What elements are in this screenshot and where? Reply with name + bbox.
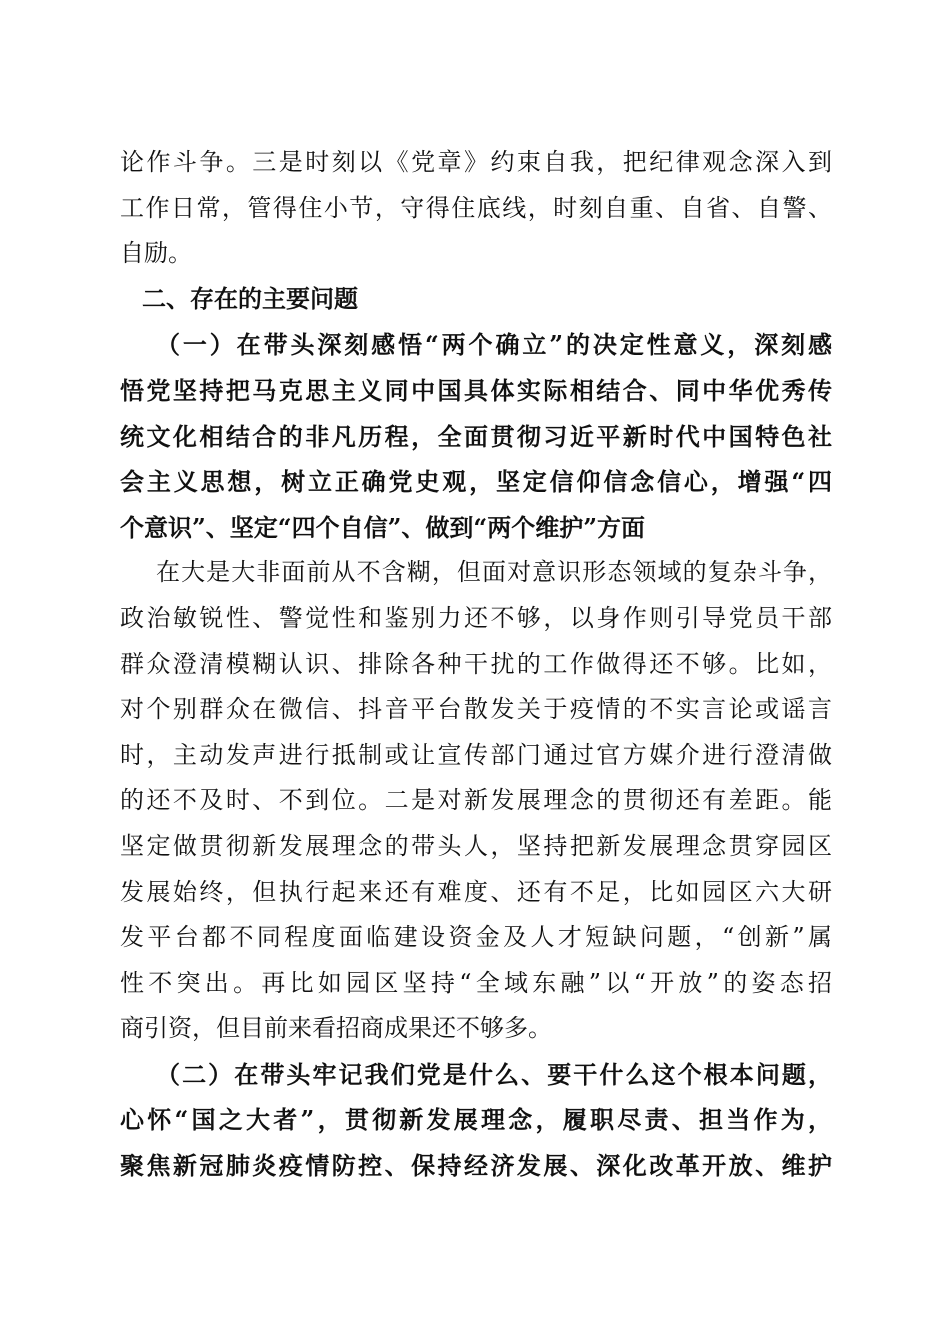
text-line: 个意识”、坚定“四个自信”、做到“两个维护”方面 (120, 512, 646, 542)
text-line: 时，主动发声进行抵制或让宣传部门通过官方媒介进行澄清做 (120, 740, 832, 769)
text-line: 坚定做贯彻新发展理念的带头人，坚持把新发展理念贯穿园区 (120, 831, 832, 860)
text-line: 商引资，但目前来看招商成果还不够多。 (120, 1014, 552, 1043)
text-line: 论作斗争。三是时刻以《党章》约束自我，把纪律观念深入到 (120, 148, 832, 176)
paragraph-continuation (120, 140, 832, 277)
text-line: 的还不及时、不到位。二是对新发展理念的贯彻还有差距。能 (120, 786, 832, 815)
text-line: 发平台都不同程度面临建设资金及人才短缺问题，“创新”属 (120, 923, 832, 952)
text-line: （二）在带头牢记我们党是什么、要干什么这个根本问题， (156, 1059, 832, 1089)
paragraph-body (120, 550, 832, 1052)
text-line: （一）在带头深刻感悟“两个确立”的决定性意义，深刻感 (156, 330, 832, 360)
text-line: 会主义思想，树立正确党史观，坚定信仰信念信心，增强“四 (120, 467, 832, 497)
text-line: 自励。 (120, 239, 192, 268)
section-heading: 二、存在的主要问题 (142, 284, 358, 313)
text-line: 政治敏锐性、警觉性和鉴别力还不够，以身作则引导党员干部 (120, 603, 832, 632)
text-line: 聚焦新冠肺炎疫情防控、保持经济发展、深化改革开放、维护 (120, 1151, 832, 1181)
text-line: 悟党坚持把马克思主义同中国具体实际相结合、同中华优秀传 (120, 375, 832, 405)
text-line: 对个别群众在微信、抖音平台散发关于疫情的不实言论或谣言 (120, 695, 832, 724)
document-page (120, 140, 832, 1189)
text-line: 性不突出。再比如园区坚持“全域东融”以“开放”的姿态招 (120, 968, 832, 997)
text-line: 群众澄清模糊认识、排除各种干扰的工作做得还不够。比如， (120, 649, 832, 678)
text-line: 发展始终，但执行起来还有难度、还有不足，比如园区六大研 (120, 877, 832, 906)
text-line: 心怀“国之大者”，贯彻新发展理念，履职尽责、担当作为， (120, 1105, 832, 1135)
text-line: 统文化相结合的非凡历程，全面贯彻习近平新时代中国特色社 (120, 421, 832, 451)
text-line: 工作日常，管得住小节，守得住底线，时刻自重、自省、自警、 (120, 193, 832, 222)
text-line: 在大是大非面前从不含糊，但面对意识形态领域的复杂斗争， (156, 558, 832, 587)
subsection-heading-2 (120, 1052, 832, 1189)
subsection-heading-1 (120, 322, 832, 550)
